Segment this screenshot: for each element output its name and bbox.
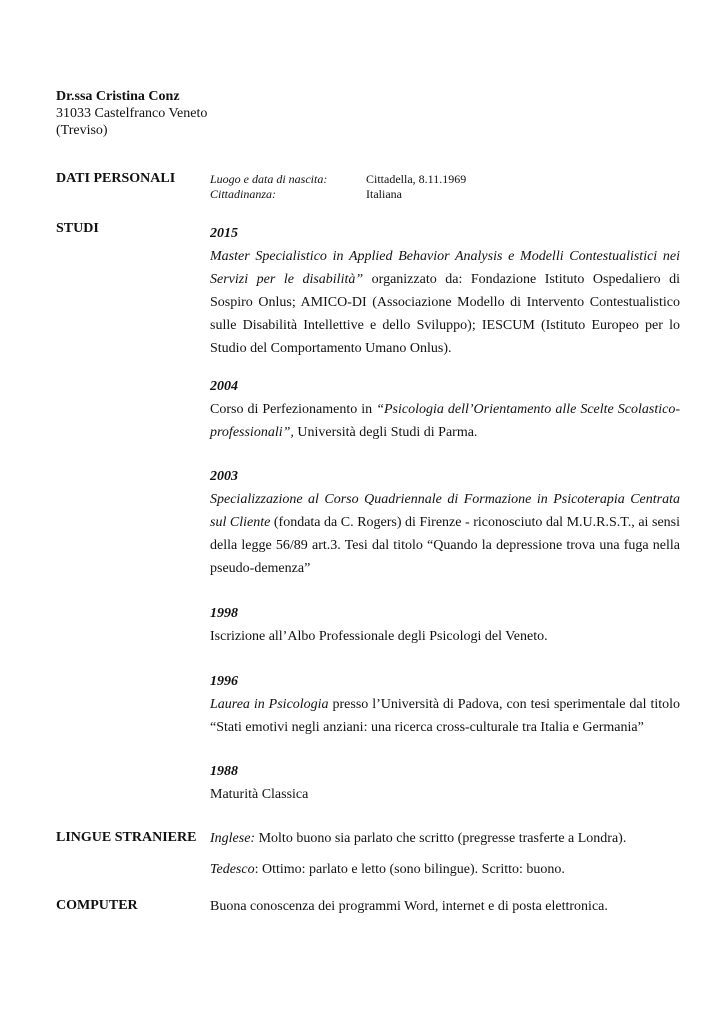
study-title: Specializzazione al Corso Quadriennale di Formazione in Psicoterapia Centrata sul Cliente — [210, 492, 680, 530]
section-title-studies: STUDI — [56, 221, 99, 236]
study-description — [210, 488, 680, 580]
study-year: 2004 — [210, 379, 238, 394]
german-text: : Ottimo: parlato e letto (sono bilingue). Scritto: buono. — [254, 862, 565, 877]
english-text: Molto buono sia parlato che scritto (pregresse trasferte a Londra). — [255, 831, 627, 846]
study-entry-1996 — [210, 671, 680, 739]
study-entry-1988 — [210, 761, 680, 806]
study-entry-2003 — [210, 466, 680, 580]
study-description — [210, 693, 680, 739]
study-entry-2004 — [210, 376, 680, 444]
person-name: Dr.ssa Cristina Conz — [56, 89, 180, 104]
study-title: Master Specialistico in Applied Behavior Analysis e Modelli Contestualistici nei Servizi per le disabilità” — [210, 249, 680, 287]
study-entry-1998 — [210, 603, 680, 648]
study-entry-2015 — [210, 223, 680, 360]
address-line-2: (Treviso) — [56, 123, 108, 138]
study-year: 1996 — [210, 674, 238, 689]
study-description — [210, 625, 680, 648]
study-prefix: Corso di Perfezionamento in — [210, 402, 377, 417]
study-detail: presso l’Università di Padova, con tesi sperimentale dal titolo “Stati emotivi negli anziani: una ricerca cross-culturale tra Italia e Germania” — [210, 697, 680, 735]
citizenship-value: Italiana — [366, 187, 402, 201]
study-description — [210, 245, 680, 360]
citizenship-label: Cittadinanza: — [210, 187, 277, 201]
study-description — [210, 783, 680, 806]
personal-data — [210, 172, 466, 202]
english-label: Inglese: — [210, 831, 256, 846]
cv-header — [56, 88, 207, 139]
language-german — [210, 861, 680, 879]
birth-label: Luogo e data di nascita: — [210, 172, 328, 186]
study-title: Laurea in Psicologia — [210, 697, 329, 712]
study-detail: Iscrizione all’Albo Professionale degli Psicologi del Veneto. — [210, 629, 548, 644]
language-english — [210, 830, 680, 848]
study-year: 1988 — [210, 764, 238, 779]
study-year: 1998 — [210, 606, 238, 621]
german-label: Tedesco — [210, 862, 255, 877]
study-description — [210, 398, 680, 444]
study-detail: Università degli Studi di Parma. — [293, 425, 478, 440]
study-detail: organizzato da: Fondazione Istituto Ospedaliero di Sospiro Onlus; AMICO-DI (Associazione Modello di Intervento Contestualistico sulle Disabilità Intellettive e dello Sviluppo); IESCUM (Istituto Europeo per lo Studio del Comportamento Umano Onlus). — [210, 272, 680, 356]
section-title-languages: LINGUE STRANIERE — [56, 830, 197, 845]
computer-skills: Buona conoscenza dei programmi Word, internet e di posta elettronica. — [210, 899, 608, 914]
study-title: “Psicologia dell’Orientamento alle Scelte Scolastico-professionali”, — [210, 402, 680, 440]
study-year: 2003 — [210, 469, 238, 484]
study-detail: (fondata da C. Rogers) di Firenze - riconosciuto dal M.U.R.S.T., ai sensi della legge 56/89 art.3. Tesi dal titolo “Quando la depressione trova una fuga nella pseudo-demenza” — [210, 515, 680, 576]
study-detail: Maturità Classica — [210, 787, 309, 802]
section-title-personal: DATI PERSONALI — [56, 171, 176, 186]
address-line-1: 31033 Castelfranco Veneto — [56, 106, 208, 121]
section-title-computer: COMPUTER — [56, 898, 138, 913]
birth-value: Cittadella, 8.11.1969 — [366, 172, 467, 186]
study-year: 2015 — [210, 226, 238, 241]
